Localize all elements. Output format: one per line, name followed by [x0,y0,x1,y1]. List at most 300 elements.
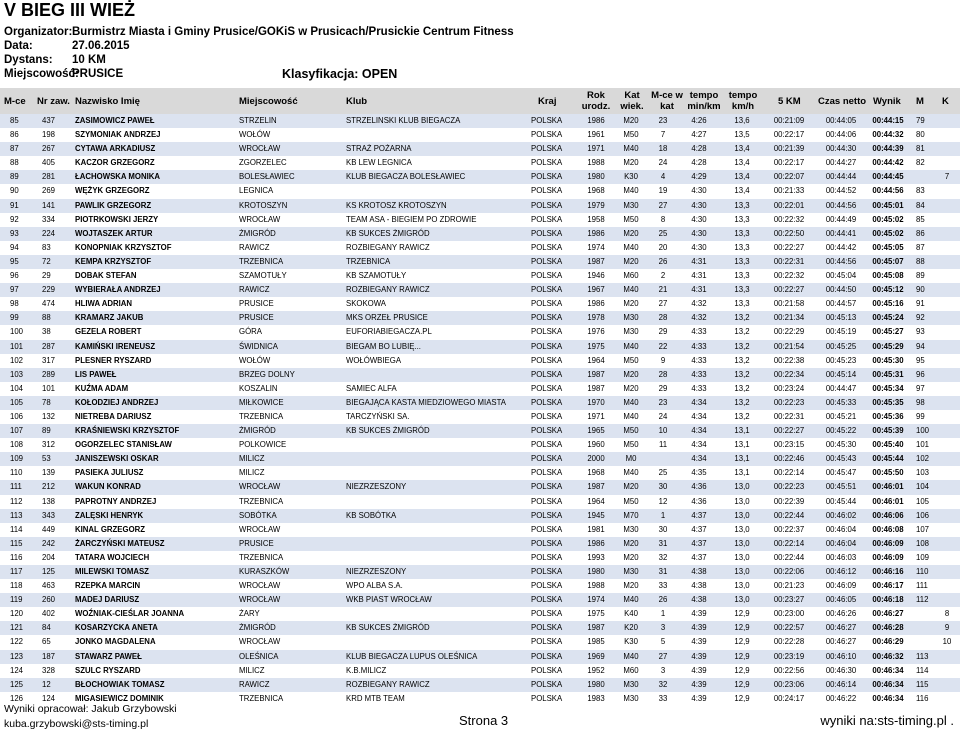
cell-pace: 4:33 [691,383,707,393]
cell-split: 00:22:38 [773,355,805,365]
col-split: 5 KM [778,96,801,107]
cell-country: POLSKA [531,214,563,224]
cell-country: POLSKA [531,482,563,492]
cell-city: KURASZKÓW [239,567,290,576]
cell-pace: 4:27 [691,130,707,140]
cell-pace: 4:34 [691,426,707,436]
cell-men-place: 82 [916,158,925,168]
cell-split: 00:23:27 [773,595,805,605]
cell-result: 00:45:07 [872,256,904,266]
cell-bib: 89 [42,426,51,436]
cell-country: POLSKA [531,609,563,619]
cell-split: 00:22:06 [773,567,805,576]
cell-category: M40 [623,285,639,295]
cell-country: POLSKA [531,285,563,295]
cell-year: 1986 [587,228,605,238]
cell-men-place: 96 [916,369,925,379]
cell-pace: 4:37 [691,524,707,534]
table-row [0,579,960,593]
cell-category-place: 7 [660,130,666,140]
cell-place: 98 [10,299,19,309]
cell-result: 00:45:29 [872,341,904,351]
table-row [0,325,960,339]
cell-bib: 124 [42,693,56,703]
cell-pace: 4:37 [691,538,707,548]
cell-result: 00:44:42 [872,158,904,168]
cell-split: 00:22:17 [773,158,805,168]
cell-place: 100 [10,327,24,337]
col-bib: Nr zaw. [37,96,70,107]
cell-net-time: 00:44:50 [825,285,857,295]
cell-speed: 13,3 [734,271,750,281]
cell-club: MKS ORZEŁ PRUSICE [346,313,428,323]
cell-result: 00:45:35 [872,397,904,407]
cell-name: HLIWA ADRIAN [75,299,133,309]
cell-split: 00:21:33 [773,186,805,196]
cell-country: POLSKA [531,623,563,633]
cell-category: M40 [623,144,639,154]
table-row [0,382,960,396]
cell-net-time: 00:46:04 [825,538,857,548]
cell-club: TRZEBNICA [346,256,391,266]
cell-net-time: 00:45:33 [825,397,857,407]
table-row [0,340,960,354]
cell-split: 00:22:46 [773,454,805,464]
cell-net-time: 00:46:10 [825,651,857,661]
cell-place: 114 [10,524,23,534]
cell-year: 1968 [587,468,605,478]
col-place: M-ce [4,96,26,107]
col-speed [726,90,760,112]
cell-name: ŻARCZYŃSKI MATEUSZ [75,538,165,548]
cell-bib: 328 [42,665,56,675]
cell-pace: 4:32 [691,299,707,309]
cell-men-place: 80 [916,130,925,140]
cell-name: MIGASIEWICZ DOMINIK [75,693,164,703]
cell-net-time: 00:46:02 [825,510,857,520]
table-row [0,650,960,664]
cell-pace: 4:33 [691,341,707,351]
cell-split: 00:22:27 [773,285,805,295]
cell-city: WROCŁAW [239,595,281,605]
cell-club: STRAŻ POŻARNA [346,144,412,154]
cell-category: M40 [623,397,639,407]
cell-city: RAWICZ [239,679,270,689]
cell-name: KAMIŃSKI IRENEUSZ [75,341,156,351]
cell-category: M50 [623,214,639,224]
cell-year: 1981 [587,524,605,534]
cell-category-place: 4 [660,172,666,182]
cell-year: 1980 [587,172,605,182]
cell-category: M30 [623,200,639,210]
col-name: Nazwisko Imię [75,96,140,107]
cell-category-place: 8 [660,214,666,224]
cell-club: STRZELINSKI KLUB BIEGACZA [346,116,461,125]
distance-value: 10 KM [72,54,106,66]
cell-category: M40 [623,186,639,196]
cell-name: KINAL GRZEGORZ [75,524,146,534]
cell-year: 1960 [587,440,605,450]
cell-year: 1987 [587,482,605,492]
cell-result: 00:45:02 [872,228,904,238]
cell-bib: 198 [42,130,56,140]
cell-city: ŚWIDNICA [239,341,278,351]
cell-club: NIEZRZESZONY [346,567,407,576]
table-row [0,184,960,198]
cell-place: 109 [10,454,24,464]
cell-women-place: 10 [942,637,952,647]
cell-city: POLKOWICE [239,440,287,450]
classification-label: Klasyfikacja: OPEN [282,67,398,81]
cell-net-time: 00:44:42 [825,242,857,252]
cell-city: ZGORZELEC [239,158,287,168]
cell-country: POLSKA [531,552,563,562]
cell-category: M40 [623,242,639,252]
cell-pace: 4:34 [691,397,707,407]
table-row [0,565,960,579]
cell-category-place: 30 [658,524,668,534]
cell-bib: 139 [42,468,56,478]
cell-split: 00:23:00 [773,609,805,619]
cell-category-place: 30 [658,482,668,492]
cell-net-time: 00:44:41 [825,228,857,238]
cell-country: POLSKA [531,158,563,168]
cell-name: PAPROTNY ANDRZEJ [75,496,157,506]
cell-split: 00:21:58 [773,299,805,309]
cell-speed: 12,9 [734,637,750,647]
cell-category-place: 24 [658,411,668,421]
cell-net-time: 00:46:26 [825,609,857,619]
cell-net-time: 00:46:30 [825,665,857,675]
place-label: Miejscowość: [4,68,79,80]
cell-year: 1980 [587,679,605,689]
cell-country: POLSKA [531,172,563,182]
cell-category-place: 23 [658,116,668,125]
cell-net-time: 00:46:04 [825,524,857,534]
cell-category: M50 [623,355,639,365]
distance-label: Dystans: [4,54,53,66]
date-row [4,39,514,53]
cell-speed: 13,0 [734,567,750,576]
cell-men-place: 113 [916,651,929,661]
cell-pace: 4:28 [691,144,707,154]
cell-club: KLUB BIEGACZA LUPUS OLEŚNICA [346,651,478,661]
cell-men-place: 100 [916,426,930,436]
table-row [0,283,960,297]
cell-men-place: 89 [916,271,925,281]
cell-pace: 4:30 [691,186,707,196]
cell-city: SOBÓTKA [239,510,277,520]
cell-city: WROCŁAW [239,214,281,224]
col-result: Wynik [873,96,901,107]
cell-country: POLSKA [531,369,563,379]
cell-club: WOŁÓWBIEGA [346,355,402,365]
col-category-line1: Kat [624,90,640,101]
cell-bib: 312 [42,440,56,450]
cell-speed: 12,9 [734,623,750,633]
cell-pace: 4:31 [691,285,707,295]
cell-club: EUFORIABIEGACZA.PL [346,327,432,337]
cell-place: 85 [10,116,19,125]
cell-net-time: 00:44:57 [825,299,857,309]
cell-name: PIOTRKOWSKI JERZY [75,214,159,224]
cell-city: PRUSICE [239,538,274,548]
cell-pace: 4:39 [691,609,707,619]
place-row [4,67,514,81]
cell-category: M40 [623,595,639,605]
cell-name: RZEPKA MARCIN [75,581,141,591]
cell-country: POLSKA [531,440,563,450]
cell-net-time: 00:44:47 [825,383,857,393]
cell-split: 00:23:24 [773,383,805,393]
cell-country: POLSKA [531,200,563,210]
cell-year: 1965 [587,426,605,436]
cell-category-place: 27 [658,651,668,661]
cell-pace: 4:30 [691,214,707,224]
cell-net-time: 00:46:03 [825,552,857,562]
cell-name: LIS PAWEŁ [75,369,117,379]
cell-club: KB LEW LEGNICA [346,158,412,168]
cell-result: 00:46:32 [872,651,904,661]
cell-club: KB SOBÓTKA [346,510,397,520]
cell-city: LEGNICA [239,186,274,196]
cell-men-place: 99 [916,411,925,421]
cell-speed: 13,0 [734,496,750,506]
cell-name: NIETREBA DARIUSZ [75,411,152,421]
cell-city: PRUSICE [239,299,274,309]
cell-result: 00:45:12 [872,285,904,295]
cell-place: 110 [10,468,23,478]
cell-year: 1971 [587,411,605,421]
cell-year: 1967 [587,285,605,295]
cell-bib: 242 [42,538,56,548]
cell-speed: 13,3 [734,285,750,295]
table-row [0,495,960,509]
cell-net-time: 00:45:30 [825,440,857,450]
cell-year: 1985 [587,637,605,647]
cell-name: KACZOR GRZEGORZ [75,158,155,168]
cell-split: 00:21:09 [773,116,805,125]
cell-country: POLSKA [531,228,563,238]
cell-year: 1969 [587,651,605,661]
cell-club: KRD MTB TEAM [346,693,405,703]
cell-speed: 13,0 [734,510,750,520]
cell-category: M40 [623,411,639,421]
page-title: V BIEG III WIEŻ [4,0,136,20]
cell-speed: 13,3 [734,256,750,266]
organizer-label: Organizator: [4,26,73,38]
cell-net-time: 00:44:56 [825,256,857,266]
cell-speed: 13,1 [734,454,750,464]
cell-result: 00:44:56 [872,186,904,196]
cell-name: PASIEKA JULIUSZ [75,468,144,478]
cell-year: 1946 [587,271,605,281]
cell-net-time: 00:46:22 [825,693,857,703]
cell-category-place: 26 [658,256,668,266]
cell-speed: 13,4 [734,144,750,154]
cell-city: KOSZALIN [239,383,278,393]
cell-place: 121 [10,623,24,633]
cell-bib: 289 [42,369,56,379]
cell-men-place: 115 [916,679,929,689]
cell-men-place: 85 [916,214,925,224]
cell-city: WROCŁAW [239,637,281,647]
cell-speed: 13,0 [734,482,750,492]
cell-bib: 204 [42,552,56,562]
cell-year: 1970 [587,397,605,407]
page-footer [4,700,956,732]
cell-result: 00:45:30 [872,355,904,365]
cell-category-place: 33 [658,693,668,703]
cell-year: 1979 [587,200,605,210]
cell-country: POLSKA [531,327,563,337]
cell-net-time: 00:46:27 [825,637,857,647]
cell-category: M20 [623,228,639,238]
cell-pace: 4:39 [691,679,707,689]
cell-men-place: 102 [916,454,930,464]
cell-name: MILEWSKI TOMASZ [75,567,149,576]
cell-split: 00:22:28 [773,637,805,647]
cell-bib: 138 [42,496,56,506]
cell-name: PLESNER RYSZARD [75,355,152,365]
cell-result: 00:46:06 [872,510,904,520]
cell-category: M20 [623,256,639,266]
cell-net-time: 00:46:09 [825,581,857,591]
cell-country: POLSKA [531,693,563,703]
table-row [0,452,960,466]
cell-men-place: 81 [916,144,925,154]
cell-result: 00:45:31 [872,369,904,379]
cell-year: 1987 [587,369,605,379]
cell-split: 00:22:31 [773,411,805,421]
cell-women-place: 8 [944,609,950,619]
distance-row [4,53,514,67]
cell-club: ROZBIEGANY RAWICZ [346,285,430,295]
cell-bib: 212 [42,482,56,492]
cell-year: 1975 [587,341,605,351]
cell-city: GÓRA [239,327,262,337]
cell-pace: 4:37 [691,510,707,520]
cell-result: 00:46:18 [872,595,904,605]
cell-name: WYBIERAŁA ANDRZEJ [75,285,161,295]
cell-category: M30 [623,567,639,576]
cell-category: M30 [623,693,639,703]
cell-speed: 13,6 [734,116,750,125]
cell-place: 92 [10,214,19,224]
cell-country: POLSKA [531,130,563,140]
cell-place: 119 [10,595,23,605]
cell-category-place: 33 [658,581,668,591]
cell-club: KS KROTOSZ KROTOSZYN [346,200,447,210]
cell-year: 1983 [587,693,605,703]
cell-place: 126 [10,693,24,703]
table-row [0,480,960,494]
author-label: Wyniki opracował: Jakub Grzybowski [4,703,177,715]
cell-club: SAMIEC ALFA [346,383,397,393]
col-net-time: Czas netto [818,96,867,107]
cell-split: 00:22:07 [773,172,805,182]
cell-city: WROCŁAW [239,581,281,591]
cell-split: 00:22:32 [773,271,805,281]
cell-year: 1988 [587,581,605,591]
cell-men-place: 109 [916,552,930,562]
cell-men-place: 101 [916,440,930,450]
cell-pace: 4:26 [691,116,707,125]
cell-city: MIŁKOWICE [239,397,284,407]
cell-result: 00:45:40 [872,440,904,450]
cell-year: 1987 [587,256,605,266]
cell-country: POLSKA [531,651,563,661]
cell-year: 1988 [587,158,605,168]
cell-bib: 334 [42,214,56,224]
cell-split: 00:21:34 [773,313,805,323]
cell-country: POLSKA [531,256,563,266]
cell-place: 91 [10,200,19,210]
cell-city: PRUSICE [239,313,274,323]
cell-category: M40 [623,651,639,661]
cell-pace: 4:39 [691,665,707,675]
cell-pace: 4:36 [691,496,707,506]
cell-city: OLEŚNICA [239,651,279,661]
cell-country: POLSKA [531,665,563,675]
cell-men-place: 114 [916,665,929,675]
cell-club: KB SZAMOTUŁY [346,271,407,281]
cell-net-time: 00:45:44 [825,496,857,506]
cell-name: JONKO MAGDALENA [75,637,156,647]
table-row [0,438,960,452]
cell-bib: 317 [42,355,56,365]
cell-year: 1987 [587,623,605,633]
cell-men-place: 95 [916,355,925,365]
cell-speed: 13,2 [734,411,750,421]
cell-category-place: 26 [658,595,668,605]
cell-split: 00:22:17 [773,130,805,140]
cell-men-place: 88 [916,256,925,266]
cell-name: MADEJ DARIUSZ [75,595,140,605]
cell-category: M20 [623,116,639,125]
cell-country: POLSKA [531,538,563,548]
cell-category-place: 32 [658,552,668,562]
cell-place: 124 [10,665,24,675]
cell-place: 106 [10,411,24,421]
cell-pace: 4:39 [691,651,707,661]
cell-bib: 224 [42,228,56,238]
cell-result: 00:46:08 [872,524,904,534]
cell-net-time: 00:44:05 [825,116,857,125]
cell-men-place: 108 [916,538,930,548]
cell-result: 00:46:29 [872,637,904,647]
cell-place: 111 [10,482,22,492]
cell-men-place: 91 [916,299,925,309]
cell-bib: 474 [42,299,56,309]
cell-result: 00:44:15 [872,116,904,125]
cell-net-time: 00:46:05 [825,595,857,605]
cell-women-place: 7 [944,172,950,182]
cell-country: POLSKA [531,581,563,591]
cell-result: 00:45:05 [872,242,904,252]
table-row [0,255,960,269]
cell-club: KB SUKCES ŻMIGRÓD [346,228,430,238]
cell-year: 1952 [587,665,605,675]
cell-country: POLSKA [531,454,563,464]
cell-country: POLSKA [531,510,563,520]
cell-pace: 4:39 [691,693,707,703]
cell-name: KONOPNIAK KRZYSZTOF [75,242,172,252]
cell-category-place: 32 [658,679,668,689]
cell-city: MILICZ [239,665,265,675]
cell-net-time: 00:44:27 [825,158,857,168]
cell-bib: 437 [42,116,56,125]
